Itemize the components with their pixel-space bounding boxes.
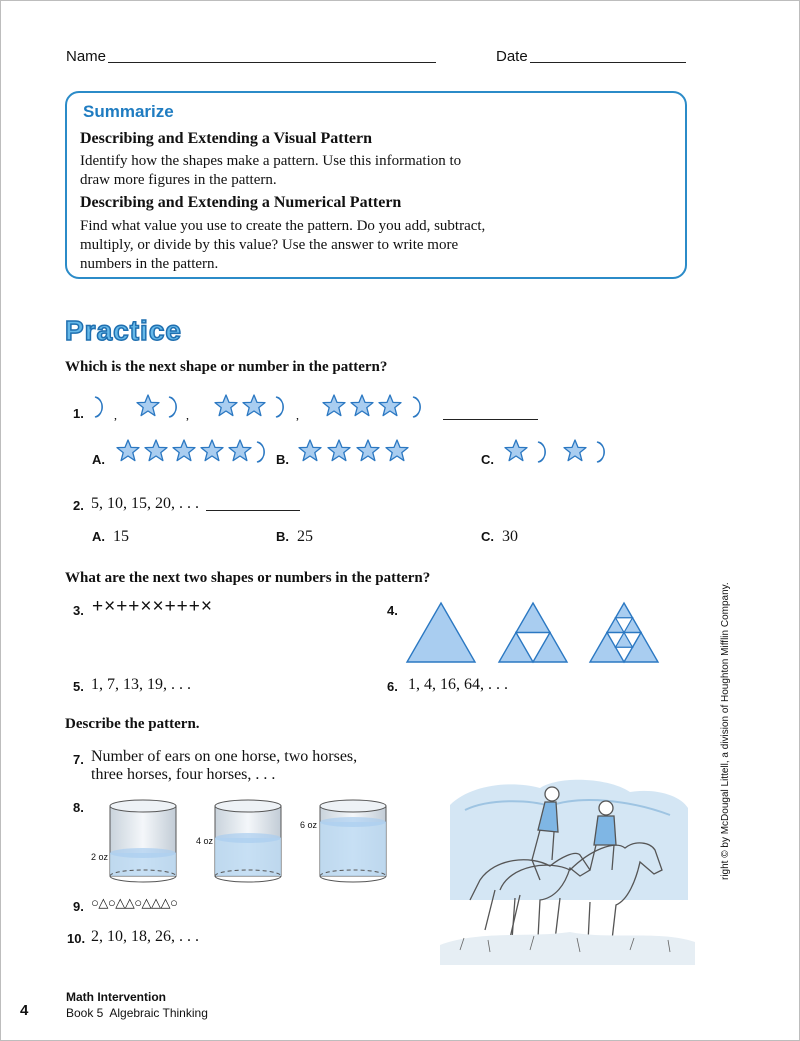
cylinder-label-6oz: 6 oz [300,820,318,830]
question-3-pattern: +×++××+++× [92,596,213,617]
cylinder-label-4oz: 4 oz [196,836,214,846]
moon-icon [276,397,283,417]
moon-icon [538,442,545,462]
q1-answer-blank[interactable] [443,419,538,420]
question-2-number: 2. [73,498,84,513]
triangle-shape-2 [499,603,567,662]
question-6-text: 1, 4, 16, 64, . . . [408,676,508,693]
date-field[interactable] [530,62,686,63]
cylinder-6oz [320,800,386,882]
q1-option-a-shapes[interactable] [112,436,270,468]
star-icon [173,440,195,461]
star-icon [299,440,321,461]
star-icon [379,395,401,416]
question-3-number: 3. [73,603,84,618]
question-10-number: 10. [67,931,86,946]
moon-icon [169,397,176,417]
question-1-number: 1. [73,406,84,421]
q1-option-b-shapes[interactable] [294,436,428,468]
triangle-shape-1 [407,603,475,662]
q2-option-c[interactable]: C. 30 [481,528,518,545]
summarize-title: Summarize [83,102,174,121]
footer-title: Math Intervention [66,990,167,1004]
star-icon [137,395,159,416]
q1-option-c-label[interactable]: C. [481,452,494,467]
horse-riders-illustration [440,770,695,965]
page-number: 4 [20,1002,29,1019]
visual-pattern-text-1: Identify how the shapes make a pattern. Use this information to [80,153,462,169]
svg-text:,: , [296,408,299,422]
numerical-pattern-text-2: multiply, or divide by this value? Use the answer to write more [80,237,459,253]
visual-pattern-heading: Describing and Extending a Visual Pattern [80,130,373,147]
star-icon [328,440,350,461]
star-icon [357,440,379,461]
copyright-notice: right © by McDougal Littell, a division of Houghton Mifflin Company. [720,582,731,880]
question-7-line-1: Number of ears on one horse, two horses, [91,748,358,765]
name-field[interactable] [108,62,436,63]
question-8-number: 8. [73,800,84,815]
star-icon [386,440,408,461]
q1-option-a-label[interactable]: A. [92,452,105,467]
section-heading-next-two: What are the next two shapes or numbers in the pattern? [65,570,431,586]
visual-pattern-text-2: draw more figures in the pattern. [80,172,277,188]
q4-triangle-pattern [405,600,665,665]
section-heading-next-shape: Which is the next shape or number in the pattern? [65,359,388,375]
moon-icon [95,397,102,417]
svg-text:,: , [114,408,117,422]
star-icon [215,395,237,416]
star-icon [117,440,139,461]
star-icon [201,440,223,461]
moon-icon [257,442,264,462]
star-icon [243,395,265,416]
numerical-pattern-text-3: numbers in the pattern. [80,256,219,272]
triangle-shape-3 [590,603,658,662]
question-10-text: 2, 10, 18, 26, . . . [91,928,199,945]
q2-option-a[interactable]: A. 15 [92,528,129,545]
question-5-number: 5. [73,679,84,694]
name-label: Name [66,48,107,65]
footer-subtitle: Book 5 Algebraic Thinking [66,1006,208,1020]
section-heading-describe: Describe the pattern. [65,716,200,732]
numerical-pattern-text-1: Find what value you use to create the pattern. Do you add, subtract, [80,218,486,234]
question-7-line-2: three horses, four horses, . . . [91,766,276,783]
cylinder-4oz [215,800,281,882]
question-9-number: 9. [73,899,84,914]
star-icon [323,395,345,416]
star-icon [145,440,167,461]
star-icon [229,440,251,461]
question-7-number: 7. [73,752,84,767]
question-5-text: 1, 7, 13, 19, . . . [91,676,191,693]
summarize-box [65,91,687,279]
q8-cylinders [108,798,398,888]
q2-option-b[interactable]: B. 25 [276,528,313,545]
question-2-text: 5, 10, 15, 20, . . . [91,495,199,512]
svg-text:,: , [186,408,189,422]
cylinder-label-2oz: 2 oz [91,852,109,862]
practice-title: Practice [65,315,182,346]
moon-icon [413,397,420,417]
numerical-pattern-heading: Describing and Extending a Numerical Pattern [80,194,402,211]
question-6-number: 6. [387,679,398,694]
cylinder-2oz [110,800,176,882]
star-icon [564,440,586,461]
q1-option-b-label[interactable]: B. [276,452,289,467]
star-icon [351,395,373,416]
question-9-pattern: ○△○△△○△△△○ [91,895,178,910]
question-4-number: 4. [387,603,398,618]
star-icon [505,440,527,461]
q2-answer-blank[interactable] [206,510,300,511]
moon-icon [597,442,604,462]
q1-pattern [88,390,448,424]
q1-option-c-shapes[interactable] [500,436,622,468]
date-label: Date [496,48,528,65]
